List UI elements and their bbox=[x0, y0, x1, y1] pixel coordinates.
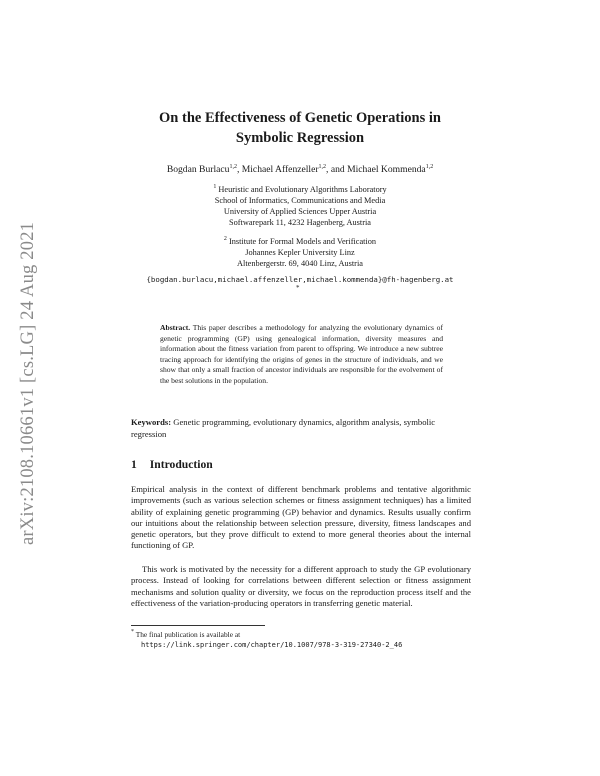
section-number: 1 bbox=[131, 458, 137, 471]
arxiv-identifier: arXiv:2108.10661v1 [cs.LG] 24 Aug 2021 bbox=[18, 221, 38, 545]
affiliation-line: Altenbergerstr. 69, 4040 Linz, Austria bbox=[237, 259, 363, 268]
affiliation-mark: 2 bbox=[223, 236, 227, 242]
title-line-1: On the Effectiveness of Genetic Operations in bbox=[159, 110, 441, 126]
footnote-link[interactable]: https://link.springer.com/chapter/10.1007/978-3-319-27340-2_46 bbox=[141, 641, 403, 649]
abstract-text: This paper describes a methodology for analyzing the evolutionary dynamics of genetic programming (GP) using genealogical information, diversity measures and information about the fitness variation from parent to offspring. We introduce a new subtree tracing approach for identifying the origins of genes in the structure of individuals, and we show that only a small fraction of ancestor individuals are responsible for the evolvement of the best solutions in the population. bbox=[160, 323, 443, 385]
keywords-text: Genetic programming, evolutionary dynamics, algorithm analysis, symbolic regression bbox=[131, 417, 436, 439]
footnote-mark: * bbox=[131, 629, 134, 635]
affiliation-line: Johannes Kepler University Linz bbox=[245, 248, 355, 257]
author-name: , and Michael Kommenda bbox=[326, 164, 426, 175]
author-name: Bogdan Burlacu bbox=[166, 164, 230, 175]
body-paragraph: Empirical analysis in the context of different benchmark problems and tentative algorithmic improvements (such as various selection schemes or fitness assignment techniques) has a limited ability of explaining genetic programming (GP) behavior and dynamics. Results usually confirm our intuitions about the relationship between selection pressure, diversity, fitness landscapes and genetic operators, but they prove difficult to extend to more general theories about the internal functioning of GP. bbox=[131, 484, 471, 551]
footnote-mark: * bbox=[296, 284, 300, 292]
abstract-label: Abstract. bbox=[160, 323, 191, 332]
footnote-rule bbox=[131, 625, 265, 626]
affiliation-mark: 1 bbox=[213, 184, 217, 190]
affiliation-1 bbox=[100, 184, 500, 228]
section-heading bbox=[131, 458, 213, 471]
affiliation-line: University of Applied Sciences Upper Austria bbox=[223, 207, 377, 216]
affiliation-line: School of Informatics, Communications and Media bbox=[214, 196, 386, 205]
email-address[interactable]: {bogdan.burlacu,michael.affenzeller,michael.kommenda}@fh-hagenberg.at bbox=[146, 275, 454, 284]
author-affiliation-mark: 1,2 bbox=[229, 164, 237, 170]
keywords bbox=[131, 417, 471, 440]
affiliation-line: Institute for Formal Models and Verification bbox=[228, 237, 377, 246]
author-affiliation-mark: 1,2 bbox=[318, 164, 327, 170]
title-line-2: Symbolic Regression bbox=[235, 130, 365, 146]
footnote bbox=[131, 629, 471, 651]
affiliation-line: Softwarepark 11, 4232 Hagenberg, Austria bbox=[229, 218, 371, 227]
keywords-label: Keywords: bbox=[131, 417, 172, 427]
author-affiliation-mark: 1,2 bbox=[425, 164, 434, 170]
affiliation-line: Heuristic and Evolutionary Algorithms Laboratory bbox=[218, 185, 387, 194]
section-title: Introduction bbox=[149, 458, 213, 471]
author-list bbox=[100, 164, 500, 175]
footnote-text: The final publication is available at bbox=[135, 630, 241, 639]
abstract bbox=[160, 323, 443, 386]
author-name: , Michael Affenzeller bbox=[236, 164, 319, 175]
paper-title bbox=[100, 108, 500, 148]
affiliation-2 bbox=[100, 236, 500, 269]
body-paragraph: This work is motivated by the necessity for a different approach to study the GP evolutionary process. Instead of looking for correlations between different selection or fitness assignment mechanisms and solution quality or diversity, we focus on the reproduction process itself and the effectiveness of the variation-producing operators in transferring genetic material. bbox=[131, 564, 471, 608]
